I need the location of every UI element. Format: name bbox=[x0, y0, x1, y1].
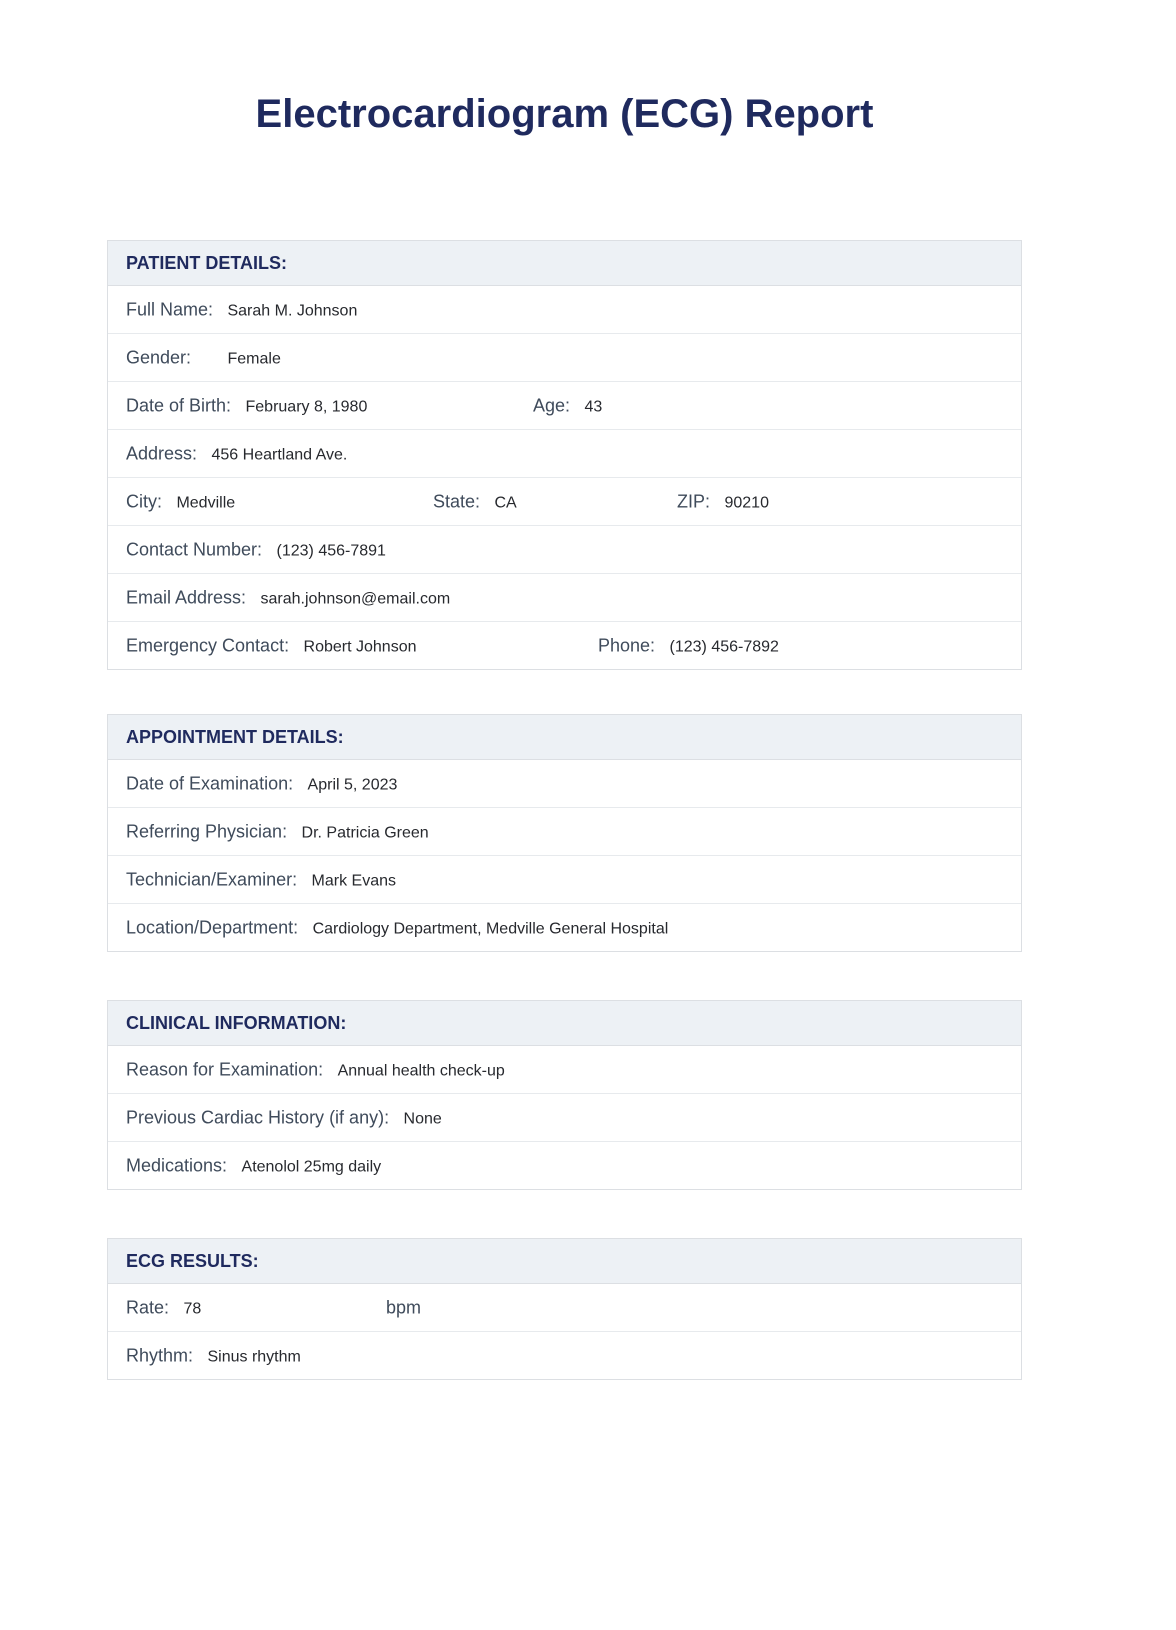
exam-reason-label: Reason for Examination: bbox=[126, 1059, 324, 1079]
section-clinical-information bbox=[107, 1000, 1022, 1190]
location-department-value: Cardiology Department, Medville General Hospital bbox=[312, 920, 669, 937]
address-label: Address: bbox=[126, 443, 198, 463]
table-row bbox=[108, 1142, 1021, 1189]
rate-unit-label: bpm bbox=[386, 1297, 422, 1317]
medications-value: Atenolol 25mg daily bbox=[241, 1158, 382, 1175]
section-appointment-details bbox=[107, 714, 1022, 952]
appointment-details-header: APPOINTMENT DETAILS: bbox=[108, 715, 1021, 760]
exam-date-field bbox=[126, 773, 397, 794]
city-value: Medville bbox=[176, 494, 236, 511]
address-value: 456 Heartland Ave. bbox=[211, 446, 348, 463]
age-value: 43 bbox=[584, 398, 603, 415]
contact-number-value: (123) 456-7891 bbox=[276, 542, 386, 559]
gender-field bbox=[126, 347, 281, 368]
table-row bbox=[108, 574, 1021, 622]
page-title: Electrocardiogram (ECG) Report bbox=[255, 92, 874, 136]
gender-label: Gender: bbox=[126, 347, 192, 367]
rhythm-value: Sinus rhythm bbox=[207, 1348, 301, 1365]
cardiac-history-field bbox=[126, 1107, 442, 1128]
emergency-contact-value: Robert Johnson bbox=[303, 638, 417, 655]
full-name-value: Sarah M. Johnson bbox=[227, 302, 358, 319]
technician-examiner-label: Technician/Examiner: bbox=[126, 869, 298, 889]
zip-label: ZIP: bbox=[677, 491, 711, 511]
cardiac-history-label: Previous Cardiac History (if any): bbox=[126, 1107, 390, 1127]
referring-physician-field bbox=[126, 821, 429, 842]
table-row bbox=[108, 808, 1021, 856]
rate-label: Rate: bbox=[126, 1297, 170, 1317]
section-ecg-results bbox=[107, 1238, 1022, 1380]
section-patient-details bbox=[107, 240, 1022, 670]
city-label: City: bbox=[126, 491, 162, 511]
referring-physician-value: Dr. Patricia Green bbox=[301, 824, 429, 841]
ecg-results-header: ECG RESULTS: bbox=[108, 1239, 1021, 1284]
emergency-phone-label: Phone: bbox=[598, 635, 656, 655]
table-row bbox=[108, 1284, 1021, 1332]
full-name-label: Full Name: bbox=[126, 299, 214, 319]
table-row bbox=[108, 286, 1021, 334]
emergency-contact-field bbox=[126, 635, 417, 656]
exam-date-label: Date of Examination: bbox=[126, 773, 294, 793]
date-of-birth-value: February 8, 1980 bbox=[245, 398, 368, 415]
contact-number-field bbox=[126, 539, 386, 560]
exam-date-value: April 5, 2023 bbox=[307, 776, 398, 793]
rhythm-label: Rhythm: bbox=[126, 1345, 194, 1365]
table-row bbox=[108, 1332, 1021, 1379]
table-row bbox=[108, 526, 1021, 574]
email-address-value: sarah.johnson@email.com bbox=[260, 590, 451, 607]
emergency-phone-field bbox=[598, 635, 779, 656]
email-address-label: Email Address: bbox=[126, 587, 247, 607]
emergency-phone-value: (123) 456-7892 bbox=[669, 638, 779, 655]
table-row bbox=[108, 760, 1021, 808]
table-row bbox=[108, 334, 1021, 382]
location-department-field bbox=[126, 917, 668, 938]
age-field bbox=[533, 395, 602, 416]
table-row bbox=[108, 1046, 1021, 1094]
zip-field bbox=[677, 491, 769, 512]
state-value: CA bbox=[494, 494, 517, 511]
table-row bbox=[108, 478, 1021, 526]
gender-value: Female bbox=[227, 350, 281, 367]
date-of-birth-label: Date of Birth: bbox=[126, 395, 232, 415]
contact-number-label: Contact Number: bbox=[126, 539, 263, 559]
technician-examiner-value: Mark Evans bbox=[311, 872, 397, 889]
technician-examiner-field bbox=[126, 869, 396, 890]
state-label: State: bbox=[433, 491, 481, 511]
referring-physician-label: Referring Physician: bbox=[126, 821, 288, 841]
patient-details-header: PATIENT DETAILS: bbox=[108, 241, 1021, 286]
table-row bbox=[108, 1094, 1021, 1142]
rate-field bbox=[126, 1297, 201, 1318]
email-address-field bbox=[126, 587, 450, 608]
state-field bbox=[433, 491, 517, 512]
rhythm-field bbox=[126, 1345, 301, 1366]
clinical-information-header: CLINICAL INFORMATION: bbox=[108, 1001, 1021, 1046]
rate-value: 78 bbox=[183, 1300, 202, 1317]
full-name-field bbox=[126, 299, 357, 320]
exam-reason-value: Annual health check-up bbox=[337, 1062, 505, 1079]
city-field bbox=[126, 491, 235, 512]
cardiac-history-value: None bbox=[403, 1110, 442, 1127]
table-row bbox=[108, 856, 1021, 904]
medications-field bbox=[126, 1155, 381, 1176]
rate-unit-field bbox=[386, 1297, 431, 1318]
exam-reason-field bbox=[126, 1059, 505, 1080]
age-label: Age: bbox=[533, 395, 571, 415]
address-field bbox=[126, 443, 347, 464]
emergency-contact-label: Emergency Contact: bbox=[126, 635, 290, 655]
table-row bbox=[108, 904, 1021, 951]
zip-value: 90210 bbox=[724, 494, 769, 511]
table-row bbox=[108, 382, 1021, 430]
medications-label: Medications: bbox=[126, 1155, 228, 1175]
table-row bbox=[108, 622, 1021, 669]
date-of-birth-field bbox=[126, 395, 367, 416]
table-row bbox=[108, 430, 1021, 478]
location-department-label: Location/Department: bbox=[126, 917, 299, 937]
